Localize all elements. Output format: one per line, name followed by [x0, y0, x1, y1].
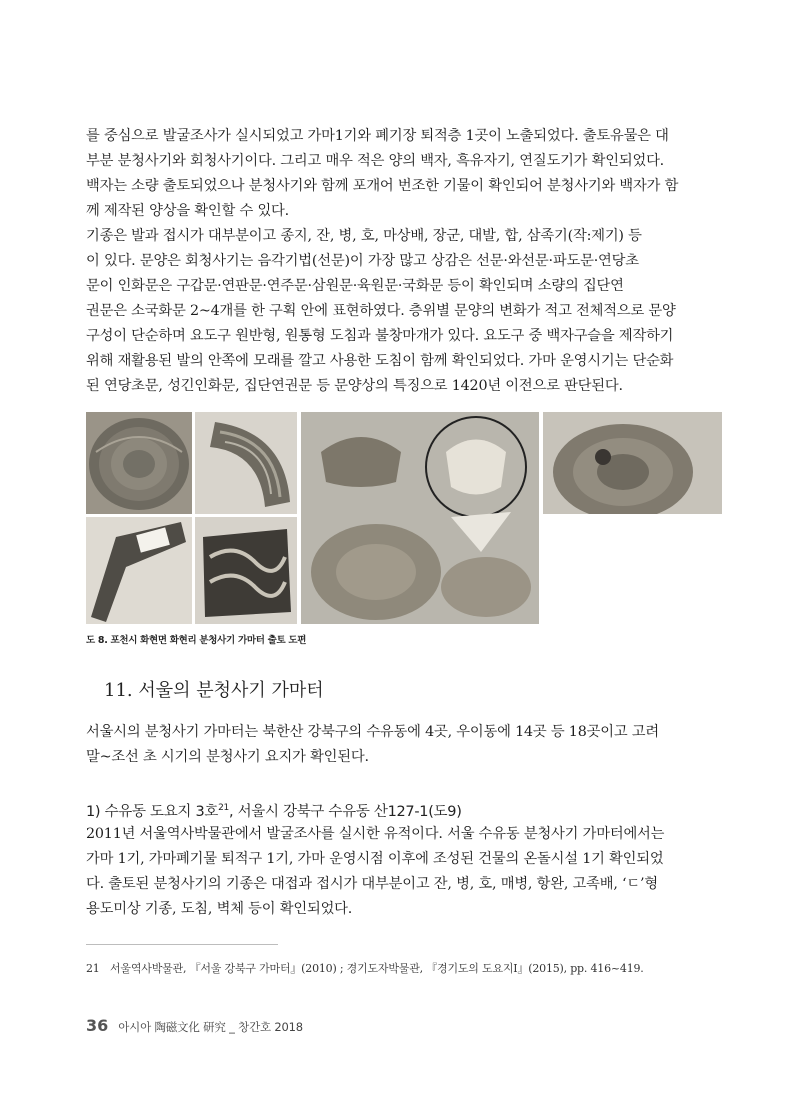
text-line: 를 중심으로 발굴조사가 실시되었고 가마1기와 폐기장 퇴적층 1곳이 노출되었다. 출토유물은 대: [86, 128, 669, 144]
text-line: 용도미상 기종, 도침, 벽체 등이 확인되었다.: [86, 901, 353, 917]
section-title: 11. 서울의 분청사기 가마터: [104, 680, 324, 701]
footnote-ref[interactable]: 21: [218, 803, 229, 814]
text-line: 이 있다. 문양은 회청사기는 음각기법(선문)이 가장 많고 상감은 선문·와선문·파도문·연당초: [86, 253, 639, 269]
text-line: 서울시의 분청사기 가마터는 북한산 강북구의 수유동에 4곳, 우이동에 14곳 등 18곳이고 고려: [86, 724, 659, 740]
body-paragraph-4: [86, 822, 722, 922]
subsection-title-main: 1) 수유동 도요지 3호: [86, 804, 219, 820]
body-paragraph-3: [86, 720, 722, 770]
text-line: 백자는 소량 출토되었으나 분청사기와 함께 포개어 번조한 기물이 확인되어 분청사기와 백자가 함: [86, 178, 679, 194]
text-line: 부분 분청사기와 회청사기이다. 그리고 매우 적은 양의 백자, 흑유자기, 연질도기가 확인되었다.: [86, 153, 665, 169]
footnote-divider: [86, 944, 278, 945]
footnote: [86, 960, 644, 976]
footnote-text: 서울역사박물관, 『서울 강북구 가마터』(2010) ; 경기도자박물관, 『경기도의 도요지Ⅰ』(2015), pp. 416~419.: [110, 962, 644, 975]
text-line: 2011년 서울역사박물관에서 발굴조사를 실시한 유적이다. 서울 수유동 분청사기 가마터에서는: [86, 826, 665, 842]
text-line: 문이 인화문은 구갑문·연판문·연주문·삼원문·육원문·국화문 등이 확인되며 소량의 집단연: [86, 278, 624, 294]
footnote-number: 21: [86, 962, 100, 975]
text-line: 말~조선 초 시기의 분청사기 요지가 확인된다.: [86, 749, 369, 765]
page-footer: [86, 1016, 303, 1035]
subsection-title: [86, 800, 462, 821]
text-line: 권문은 소국화문 2~4개를 한 구획 안에 표현하였다. 층위별 문양의 변화가 적고 전체적으로 문양: [86, 303, 676, 319]
subsection-title-rest: , 서울시 강북구 수유동 산127-1(도9): [228, 804, 462, 820]
sherd-photo: [195, 412, 297, 514]
body-paragraph-1: [86, 124, 722, 224]
text-line: 께 제작된 양상을 확인할 수 있다.: [86, 203, 290, 219]
figure-plate: [86, 412, 722, 624]
sherd-photo: [543, 412, 722, 514]
sherd-photo: [301, 412, 539, 624]
journal-title: 아시아 陶磁文化 研究 _ 창간호 2018: [118, 1020, 303, 1034]
text-line: 가마 1기, 가마폐기물 퇴적구 1기, 가마 운영시점 이후에 조성된 건물의 온돌시설 1기 확인되었: [86, 851, 664, 867]
sherd-photo: [86, 412, 192, 514]
text-line: 기종은 발과 접시가 대부분이고 종지, 잔, 병, 호, 마상배, 장군, 대발, 합, 삼족기(작:제기) 등: [86, 228, 642, 244]
text-line: 다. 출토된 분청사기의 기종은 대접과 접시가 대부분이고 잔, 병, 호, 매병, 항완, 고족배, ‘ㄷ’형: [86, 876, 658, 892]
figure-caption: 도 8. 포천시 화현면 화현리 분청사기 가마터 출토 도편: [86, 635, 307, 646]
text-line: 된 연당초문, 성긴인화문, 집단연권문 등 문양상의 특징으로 1420년 이전으로 판단된다.: [86, 378, 623, 394]
sherd-photo: [86, 517, 192, 624]
page-number: 36: [86, 1016, 109, 1035]
text-line: 위해 재활용된 발의 안쪽에 모래를 깔고 사용한 도침이 함께 확인되었다. 가마 운영시기는 단순화: [86, 353, 674, 369]
text-line: 구성이 단순하며 요도구 원반형, 원통형 도침과 불창마개가 있다. 요도구 중 백자구슬을 제작하기: [86, 328, 674, 344]
sherd-photo: [195, 517, 297, 624]
body-paragraph-2: [86, 224, 722, 399]
